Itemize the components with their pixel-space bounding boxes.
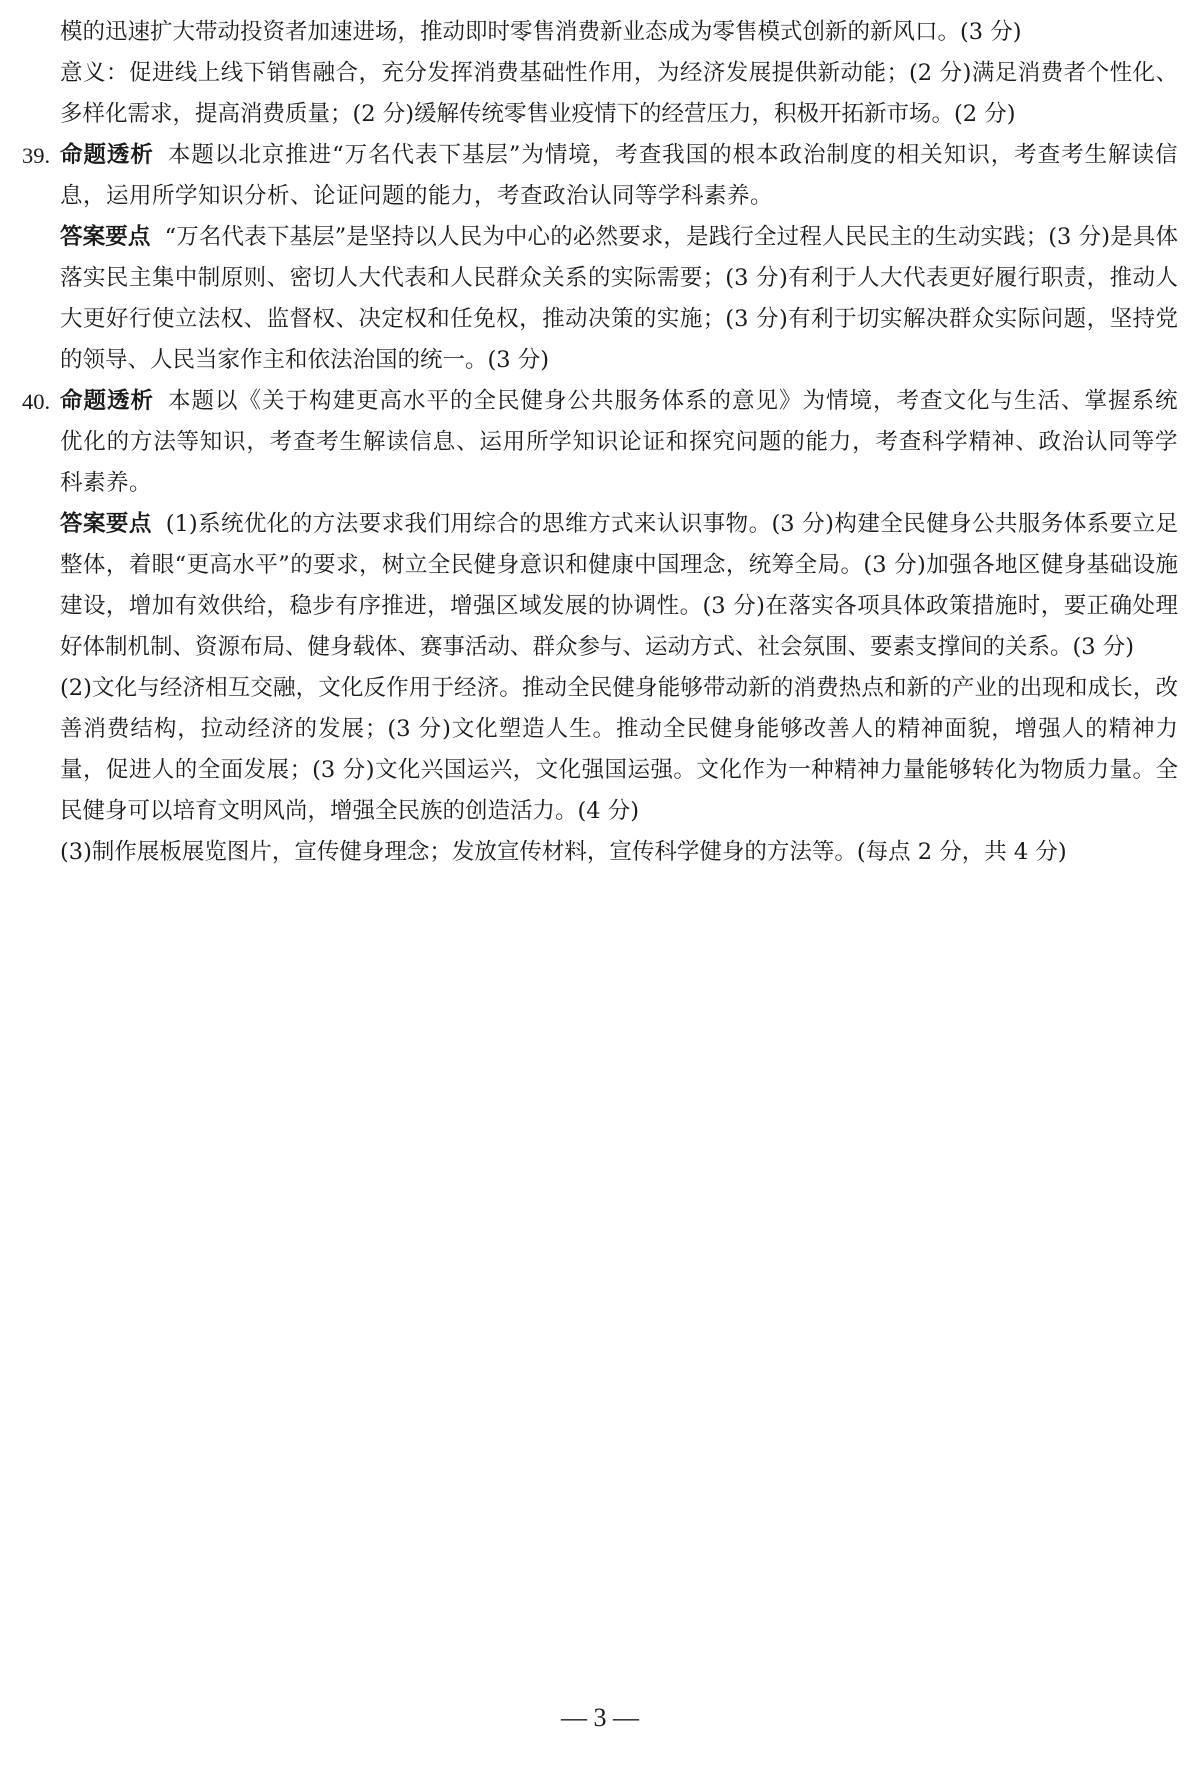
question-40-answer-part-2: (2)文化与经济相互交融，文化反作用于经济。推动全民健身能够带动新的消费热点和新的产业的出现和成长，改善消费结构，拉动经济的发展；(3 分)文化塑造人生。推动全民健身能够改善人的精神面貌，增强人的精神力量，促进人的全面发展；(3 分)文化兴国运兴，文化强国运强。文化作为一种精神力量能够转化为物质力量。全民健身可以培育文明风尚，增强全民族的创造活力。(4 分): [60, 675, 1178, 824]
question-40-answer-part-1: [60, 504, 1178, 668]
question-39-answer-text: “万名代表下基层”是坚持以人民为中心的必然要求，是践行全过程人民民主的生动实践；(3 分)是具体落实民主集中制原则、密切人大代表和人民群众关系的实际需要；(3 分)有利于人大代表更好履行职责，推动人大更好行使立法权、监督权、决定权和任免权，推动决策的实施；(3 分)有利于切实解决群众实际问题，坚持党的领导、人民当家作主和依法治国的统一。(3 分): [60, 224, 1178, 373]
question-40-analysis-text: 本题以《关于构建更高水平的全民健身公共服务体系的意见》为情境，考查文化与生活、掌握系统优化的方法等知识，考查考生解读信息、运用所学知识论证和探究问题的能力，考查科学精神、政治认同等学科素养。: [60, 388, 1178, 496]
question-39: [22, 135, 1178, 381]
question-40-number: 40.: [22, 389, 51, 414]
intro-meaning: 意义：促进线上线下销售融合，充分发挥消费基础性作用，为经济发展提供新动能；(2 分)满足消费者个性化、多样化需求，提高消费质量；(2 分)缓解传统零售业疫情下的经营压力，积极开拓新市场。(2 分): [60, 60, 1178, 127]
question-40-analysis: [60, 381, 1178, 504]
page-number: — 3 —: [561, 1703, 639, 1732]
intro-continuation: 模的迅速扩大带动投资者加速进场，推动即时零售消费新业态成为零售模式创新的新风口。(3 分): [60, 19, 1022, 45]
question-40-answer-part-3: (3)制作展板展览图片，宣传健身理念；发放宣传材料，宣传科学健身的方法等。(每点 2 分，共 4 分): [60, 839, 1067, 865]
question-40-answer-part-1-text: (1)系统优化的方法要求我们用综合的思维方式来认识事物。(3 分)构建全民健身公共服务体系要立足整体，着眼“更高水平”的要求，树立全民健身意识和健康中国理念，统筹全局。(3 分)加强各地区健身基础设施建设，增加有效供给，稳步有序推进，增强区域发展的协调性。(3 分)在落实各项具体政策措施时，要正确处理好体制机制、资源布局、健身载体、赛事活动、群众参与、运动方式、社会氛围、要素支撑间的关系。(3 分): [60, 511, 1178, 660]
answer-content: [22, 12, 1178, 873]
question-39-answer: [60, 217, 1178, 381]
question-39-analysis-label: 命题透析: [60, 142, 154, 168]
question-39-number: 39.: [22, 143, 51, 168]
question-39-analysis: [60, 135, 1178, 217]
question-40-analysis-label: 命题透析: [60, 388, 154, 414]
question-39-answer-label: 答案要点: [60, 224, 151, 250]
question-40-answer-label: 答案要点: [60, 511, 152, 537]
question-39-analysis-text: 本题以北京推进“万名代表下基层”为情境，考查我国的根本政治制度的相关知识，考查考生解读信息，运用所学知识分析、论证问题的能力，考查政治认同等学科素养。: [60, 142, 1178, 209]
question-40: [22, 381, 1178, 873]
